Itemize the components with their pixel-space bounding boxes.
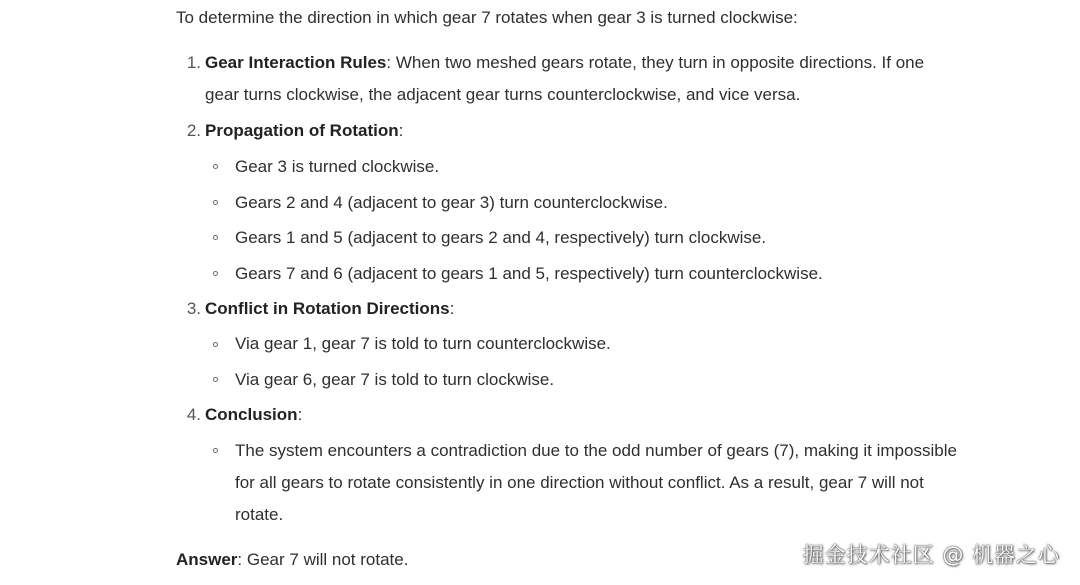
answer-line	[176, 550, 408, 570]
sub-bullet: The system encounters a contradiction due to the odd number of gears (7), making it impossible	[235, 441, 957, 460]
sub-bullet: Via gear 1, gear 7 is told to turn counterclockwise.	[235, 334, 611, 353]
sub-bullet: Gear 3 is turned clockwise.	[235, 157, 440, 176]
list-number: 1.	[186, 53, 201, 72]
sub-bullet: Via gear 6, gear 7 is told to turn clockwise.	[235, 370, 555, 389]
list-item-heading: Conclusion	[205, 405, 298, 424]
bullet-icon	[213, 235, 218, 240]
sub-bullet: Gears 7 and 6 (adjacent to gears 1 and 5, respectively) turn counterclockwise.	[235, 264, 823, 283]
sub-bullet-continued: for all gears to rotate consistently in one direction without conflict. As a result, gear 7 will not	[235, 473, 924, 492]
bullet-icon	[213, 342, 218, 347]
sub-bullet: Gears 1 and 5 (adjacent to gears 2 and 4, respectively) turn clockwise.	[235, 228, 767, 247]
sub-bullet-continued: rotate.	[235, 505, 284, 524]
list-item-suffix: :	[297, 405, 303, 424]
answer-text: : Gear 7 will not rotate.	[237, 550, 409, 569]
bullet-icon	[213, 448, 218, 453]
list-item-suffix: :	[398, 121, 404, 140]
list-number: 4.	[186, 405, 201, 424]
bullet-icon	[213, 377, 218, 382]
bullet-icon	[213, 164, 218, 169]
bullet-icon	[213, 200, 218, 205]
sub-bullet: Gears 2 and 4 (adjacent to gear 3) turn counterclockwise.	[235, 193, 668, 212]
answer-label: Answer	[176, 550, 238, 569]
list-item-text: : When two meshed gears rotate, they turn in opposite directions. If one	[386, 53, 925, 72]
bullet-icon	[213, 271, 218, 276]
watermark: 掘金技术社区 @ 机器之心	[802, 543, 1060, 567]
list-item-heading: Gear Interaction Rules	[205, 53, 387, 72]
list-number: 3.	[186, 299, 201, 318]
list-item-conclusion	[205, 405, 302, 425]
list-item-text-continued: gear turns clockwise, the adjacent gear turns counterclockwise, and vice versa.	[205, 85, 801, 104]
list-item-heading: Conflict in Rotation Directions	[205, 299, 450, 318]
list-number: 2.	[186, 121, 201, 140]
intro-text: To determine the direction in which gear 7 rotates when gear 3 is turned clockwise:	[176, 8, 798, 27]
list-item-suffix: :	[449, 299, 455, 318]
list-item-propagation-of-rotation	[205, 121, 403, 141]
list-item-conflict-in-rotation-directions	[205, 299, 454, 319]
list-item-heading: Propagation of Rotation	[205, 121, 399, 140]
list-item-gear-interaction-rules	[205, 53, 924, 73]
